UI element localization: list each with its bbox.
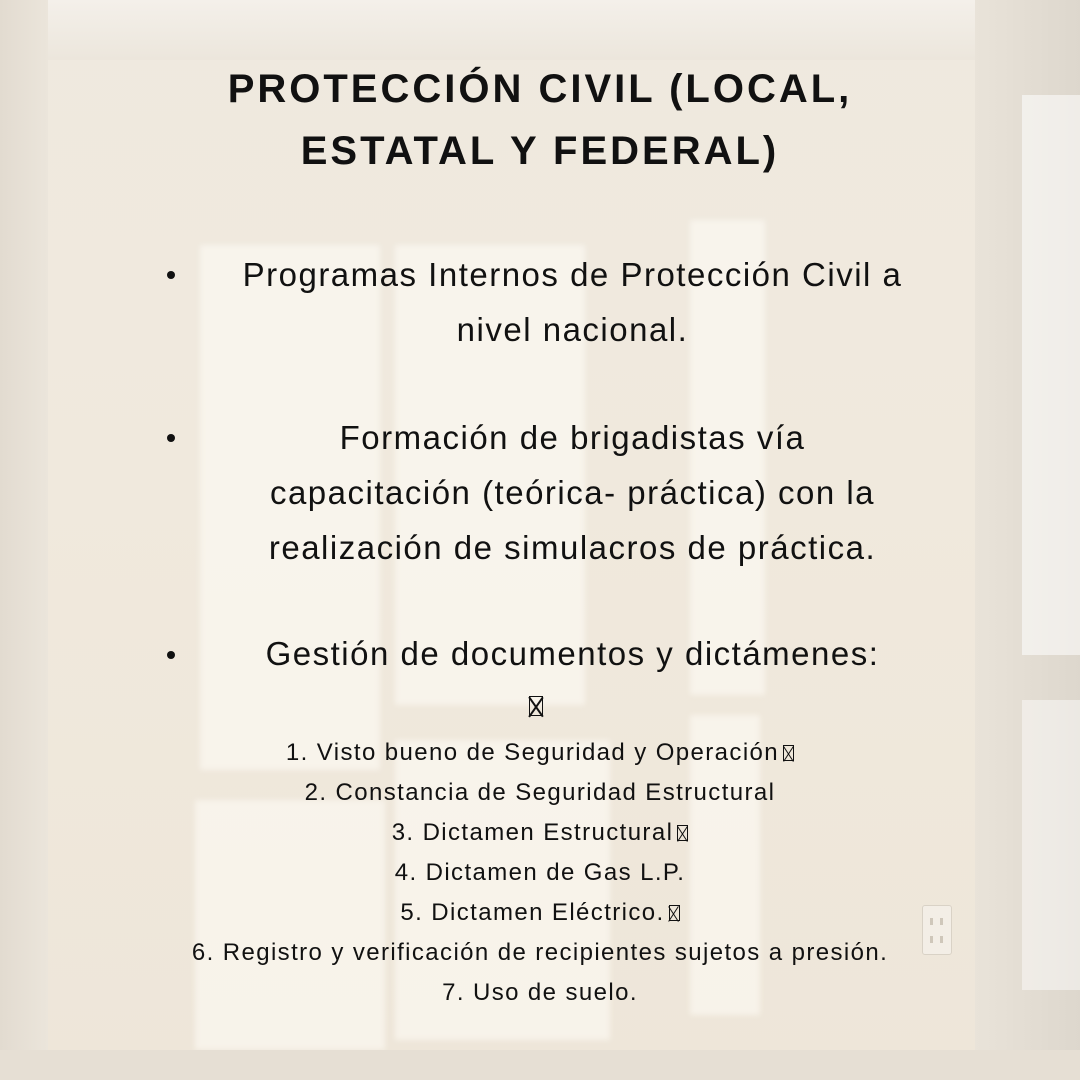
document-item-text: 2. Constancia de Seguridad Estructural bbox=[304, 779, 776, 806]
list-item bbox=[90, 853, 990, 893]
list-item bbox=[90, 773, 990, 813]
document-item-text: 6. Registro y verificación de recipientes sujetos a presión. bbox=[191, 939, 889, 966]
missing-glyph-icon bbox=[669, 905, 680, 921]
bullet-line: realización de simulacros de práctica. bbox=[268, 529, 877, 566]
document-item-text: 5. Dictamen Eléctrico. bbox=[400, 899, 665, 926]
list-item bbox=[90, 733, 990, 773]
missing-glyph-icon bbox=[529, 696, 543, 716]
left-wall bbox=[0, 0, 48, 1080]
ceiling bbox=[0, 0, 1080, 60]
bullet-line: nivel nacional. bbox=[456, 311, 689, 348]
bullet-dot-icon bbox=[167, 651, 175, 659]
document-item-text: 3. Dictamen Estructural bbox=[391, 819, 674, 846]
bullet-text bbox=[195, 410, 950, 575]
bullet-text bbox=[195, 626, 950, 681]
document-item-text: 7. Uso de suelo. bbox=[442, 979, 638, 1006]
bullet-dot-icon bbox=[167, 434, 175, 442]
document-item-text: 1. Visto bueno de Seguridad y Operación bbox=[285, 739, 780, 766]
list-item bbox=[90, 973, 990, 1013]
window-light-right bbox=[1022, 95, 1080, 655]
title-line-1: PROTECCIÓN CIVIL (LOCAL, bbox=[227, 67, 853, 111]
bullet-line: capacitación (teórica- práctica) con la bbox=[269, 474, 876, 511]
title-line-2: ESTATAL Y FEDERAL) bbox=[300, 129, 780, 173]
bullet-dot-icon bbox=[167, 271, 175, 279]
missing-glyph-icon bbox=[677, 825, 688, 841]
bullet-line: Programas Internos de Protección Civil a bbox=[242, 256, 903, 293]
bullet-line: Formación de brigadistas vía bbox=[339, 419, 806, 456]
page-title bbox=[90, 58, 990, 182]
documents-list bbox=[90, 733, 990, 1013]
bullet-line: Gestión de documentos y dictámenes: bbox=[265, 635, 880, 672]
missing-glyph-icon bbox=[783, 745, 794, 761]
document-item-text: 4. Dictamen de Gas L.P. bbox=[394, 859, 686, 886]
bullet-text bbox=[195, 247, 950, 357]
list-item bbox=[90, 813, 990, 853]
list-item bbox=[90, 893, 990, 933]
floor bbox=[0, 1050, 1080, 1080]
window-light-right-lower bbox=[1022, 700, 1080, 990]
list-item bbox=[90, 933, 990, 973]
